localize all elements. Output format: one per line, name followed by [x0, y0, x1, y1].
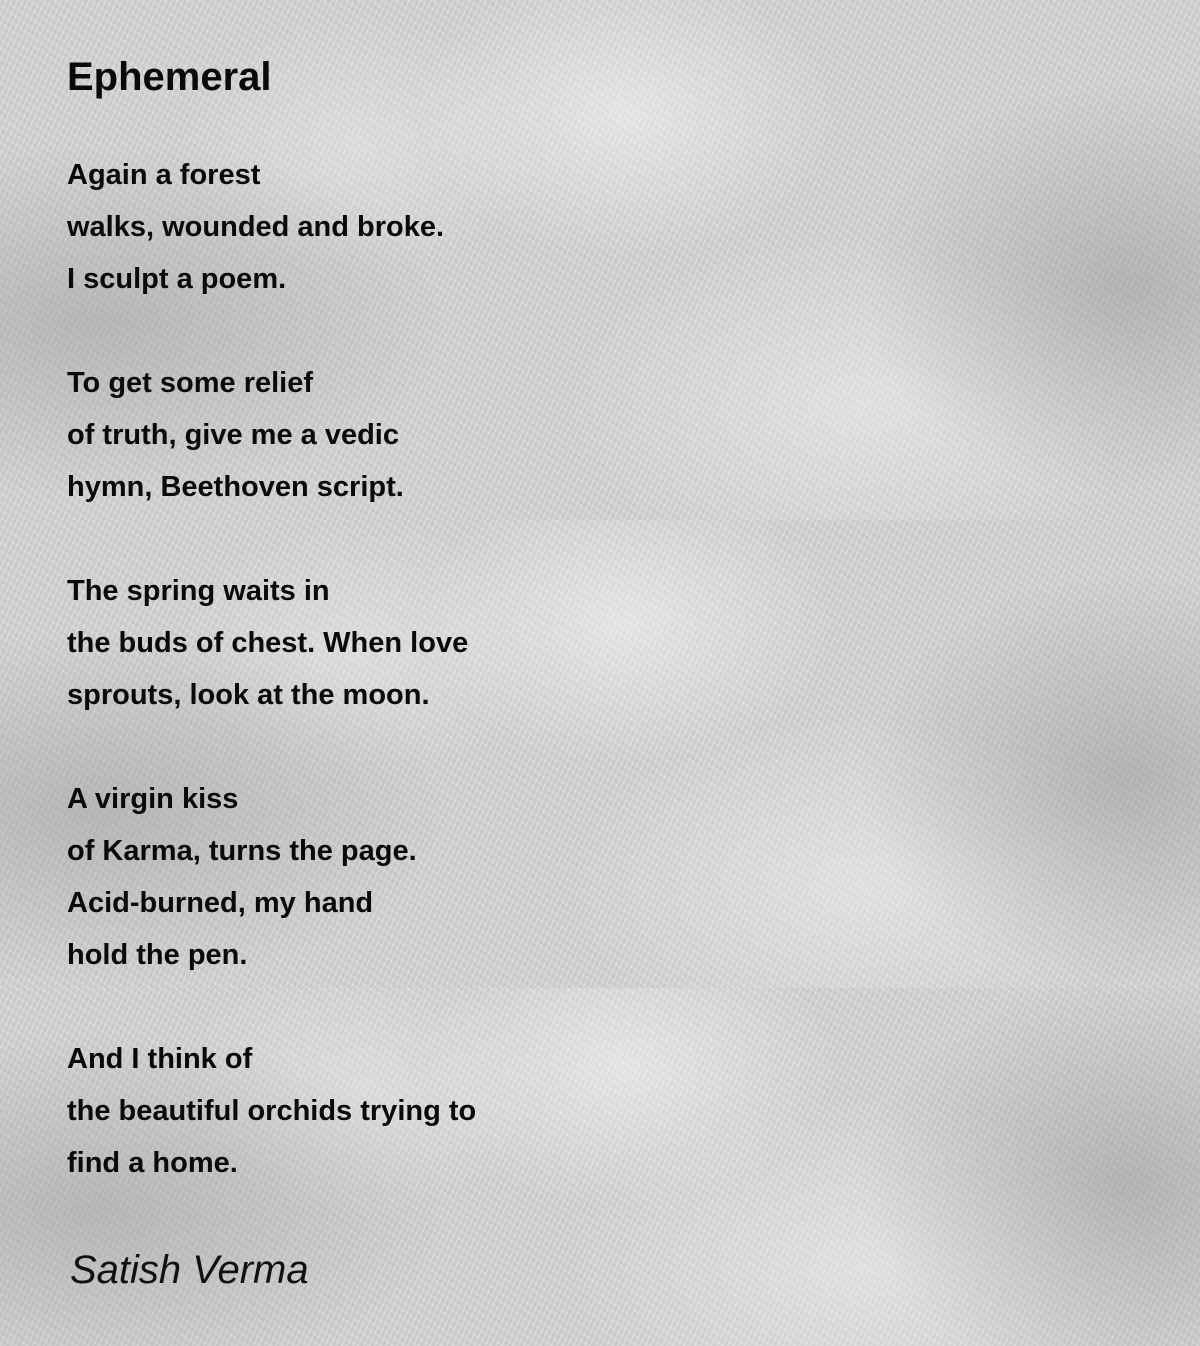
poem-title: Ephemeral — [67, 55, 272, 99]
poem-line: The spring waits in — [67, 575, 330, 607]
poem-line: I sculpt a poem. — [67, 263, 287, 295]
poem-line: the beautiful orchids trying to — [67, 1095, 477, 1127]
poem-line: hymn, Beethoven script. — [67, 471, 404, 503]
poem-line: find a home. — [67, 1147, 238, 1179]
poem-line: hold the pen. — [67, 939, 248, 971]
stanza-5 — [67, 1033, 476, 1189]
poem-line: walks, wounded and broke. — [67, 211, 445, 243]
poem-line: A virgin kiss — [67, 783, 239, 815]
stanza-3 — [67, 565, 476, 721]
stanza-4 — [67, 773, 476, 981]
poem-line: of truth, give me a vedic — [67, 419, 399, 451]
poem-line: To get some relief — [67, 367, 314, 399]
author-name: Satish Verma — [70, 1248, 309, 1292]
poem-line: And I think of — [67, 1043, 253, 1075]
poem-line: Again a forest — [67, 159, 261, 191]
poem-line: of Karma, turns the page. — [67, 835, 417, 867]
poem-line: sprouts, look at the moon. — [67, 679, 430, 711]
stanza-2 — [67, 357, 476, 513]
poem-line: Acid-burned, my hand — [67, 887, 374, 919]
poem-body — [67, 149, 476, 1241]
stanza-1 — [67, 149, 476, 305]
poem-line: the buds of chest. When love — [67, 627, 469, 659]
